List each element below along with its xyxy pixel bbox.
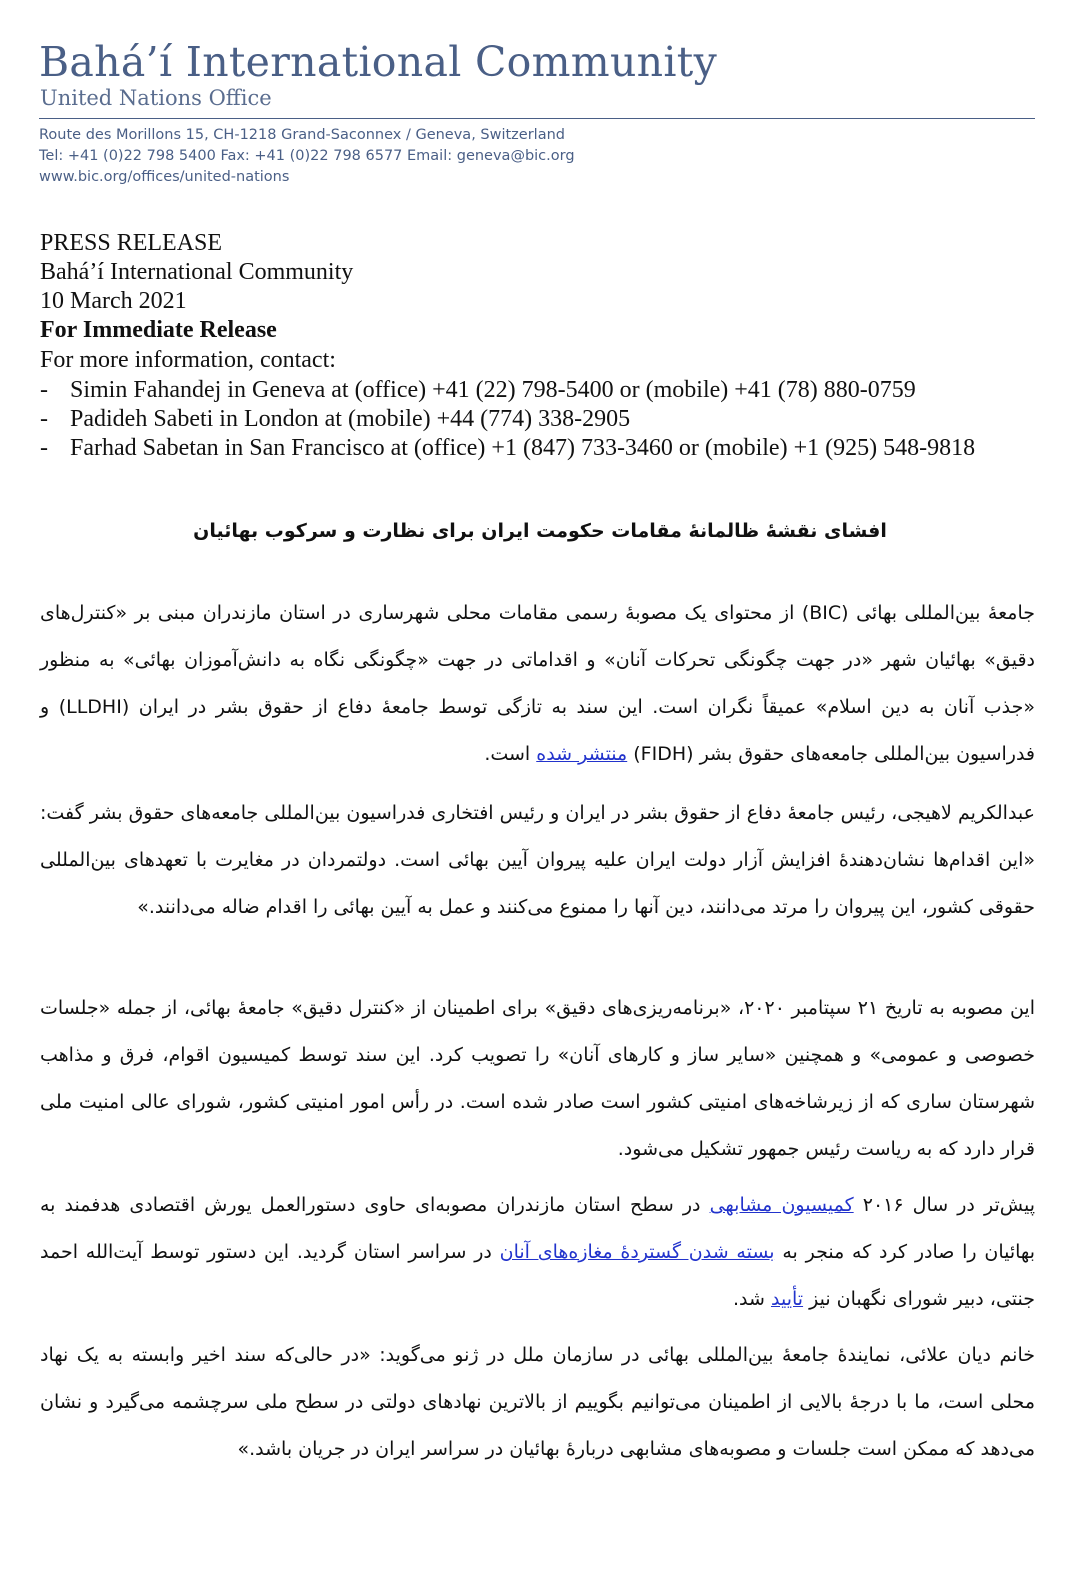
office-website: www.bic.org/offices/united-nations (39, 169, 290, 185)
contact-item (40, 435, 975, 462)
list-bullet: - (40, 377, 48, 403)
contact-item (40, 406, 630, 433)
press-issuer: Bahá’í International Community (40, 259, 354, 285)
office-phones: Tel: +41 (0)22 798 5400 Fax: +41 (0)22 798 6577 Email: geneva@bic.org (39, 148, 575, 164)
article-paragraph (40, 590, 1035, 778)
paragraph-text: شد. (733, 1288, 771, 1310)
paragraph-text: جامعهٔ بین‌المللی بهائی (BIC) از محتوای یک مصوبهٔ رسمی مقامات محلی شهرساری در استان مازندران مبنی بر «کنترل‌های دقیق» بهائیان شهر «در جهت چگونگی تحرکات آنان» و اقداماتی در جهت «چگونگی نگاه به دانش‌آموزان بهائی» به منظور «جذب آنان به دین اسلام» عمیقاً نگران است. این سند به تازگی توسط جامعهٔ دفاع از حقوق بشر در ایران (LLDHI) و فدراسیون بین‌المللی جامعه‌های حقوق بشر (FIDH) (40, 602, 1035, 765)
organization-name: Bahá’í International Community (39, 38, 718, 86)
paragraph-text: پیش‌تر در سال ۲۰۱۶ (853, 1194, 1035, 1216)
article-paragraph: خانم دیان علائی، نمایندهٔ جامعهٔ بین‌المللی بهائی در سازمان ملل در ژنو می‌گوید: «در حالی‌که سند اخیر وابسته به یک نهاد محلی است، ما با درجهٔ بالایی از اطمینان می‌توانیم بگوییم از بالاترین نهادهای دولتی در سطح ملی سرچشمه می‌گیرد و نشان می‌دهد که ممکن است جلسات و مصوبه‌های مشابهی دربارهٔ بهائیان در سراسر ایران در جریان باشد.» (40, 1344, 1035, 1460)
paragraph-text: است. (484, 743, 537, 765)
release-notice: For Immediate Release (40, 317, 277, 343)
shops-closure-link[interactable]: بسته شدن گستردهٔ مغازه‌های آنان (499, 1241, 775, 1263)
article-paragraph: این مصوبه به تاریخ ۲۱ سپتامبر ۲۰۲۰، «برنامه‌ریزی‌های دقیق» برای اطمینان از «کنترل دقیق» جامعهٔ بهائی، از جمله «جلسات خصوصی و عمومی» و همچنین «سایر ساز و کارهای آنان» را تصویب کرد. این سند توسط کمیسیون اقوام، فرق و مذاهب شهرستان ساری که از زیرشاخه‌های امنیتی کشور است صادر شده است. در رأس امور امنیتی کشور، شورای عالی امنیت ملی قرار دارد که به ریاست رئیس جمهور تشکیل می‌شود. (40, 997, 1035, 1160)
contact-text: Farhad Sabetan in San Francisco at (office) +1 (847) 733-3460 or (mobile) +1 (925) 548-9818 (70, 435, 976, 461)
contact-text: Padideh Sabeti in London at (mobile) +44 (774) 338-2905 (70, 406, 631, 432)
article-title: افشای نقشهٔ ظالمانهٔ مقامات حکومت ایران برای نظارت و سرکوب بهائیان (193, 520, 887, 542)
contact-text: Simin Fahandej in Geneva at (office) +41 (22) 798-5400 or (mobile) +41 (78) 880-0759 (70, 377, 916, 403)
list-bullet: - (40, 406, 48, 432)
similar-commission-link[interactable]: کمیسیون مشابهی (709, 1194, 854, 1216)
office-address: Route des Morillons 15, CH-1218 Grand-Saconnex / Geneva, Switzerland (39, 127, 565, 143)
press-date: 10 March 2021 (40, 288, 187, 314)
confirmation-link[interactable]: تأیید (770, 1288, 804, 1310)
article-paragraph: عبدالکریم لاهیجی، رئیس جامعهٔ دفاع از حقوق بشر در ایران و رئیس افتخاری فدراسیون بین‌المللی جامعه‌های حقوق بشر گفت: «این اقدام‌ها نشان‌دهندهٔ افزایش آزار دولت ایران علیه پیروان آیین بهائی است. دولتمردان در مغایرت با تعهدهای بین‌المللی حقوقی کشور، این پیروان را مرتد می‌دانند، دین آنها را ممنوع می‌کنند و عمل به آیین بهائی را اقدام ضاله می‌دانند.» (40, 802, 1035, 918)
press-release-label: PRESS RELEASE (40, 230, 223, 256)
article-paragraph (40, 1182, 1035, 1323)
list-bullet: - (40, 435, 48, 461)
office-name: United Nations Office (40, 86, 272, 110)
paragraph-text: در سطح استان مازندران مصوبه‌ای حاوی دستورالعمل یورش اقتصادی هدفمند به بهائیان را صادر کرد که منجر به (40, 1194, 1035, 1263)
more-info-label: For more information, contact: (40, 347, 336, 373)
letterhead-divider (39, 118, 1035, 119)
published-link[interactable]: منتشر شده (536, 743, 628, 765)
paragraph-text: در سراسر استان گردید. این دستور توسط آیت‌الله احمد جنتی، دبیر شورای نگهبان نیز (40, 1241, 1035, 1310)
contact-item (40, 377, 916, 404)
